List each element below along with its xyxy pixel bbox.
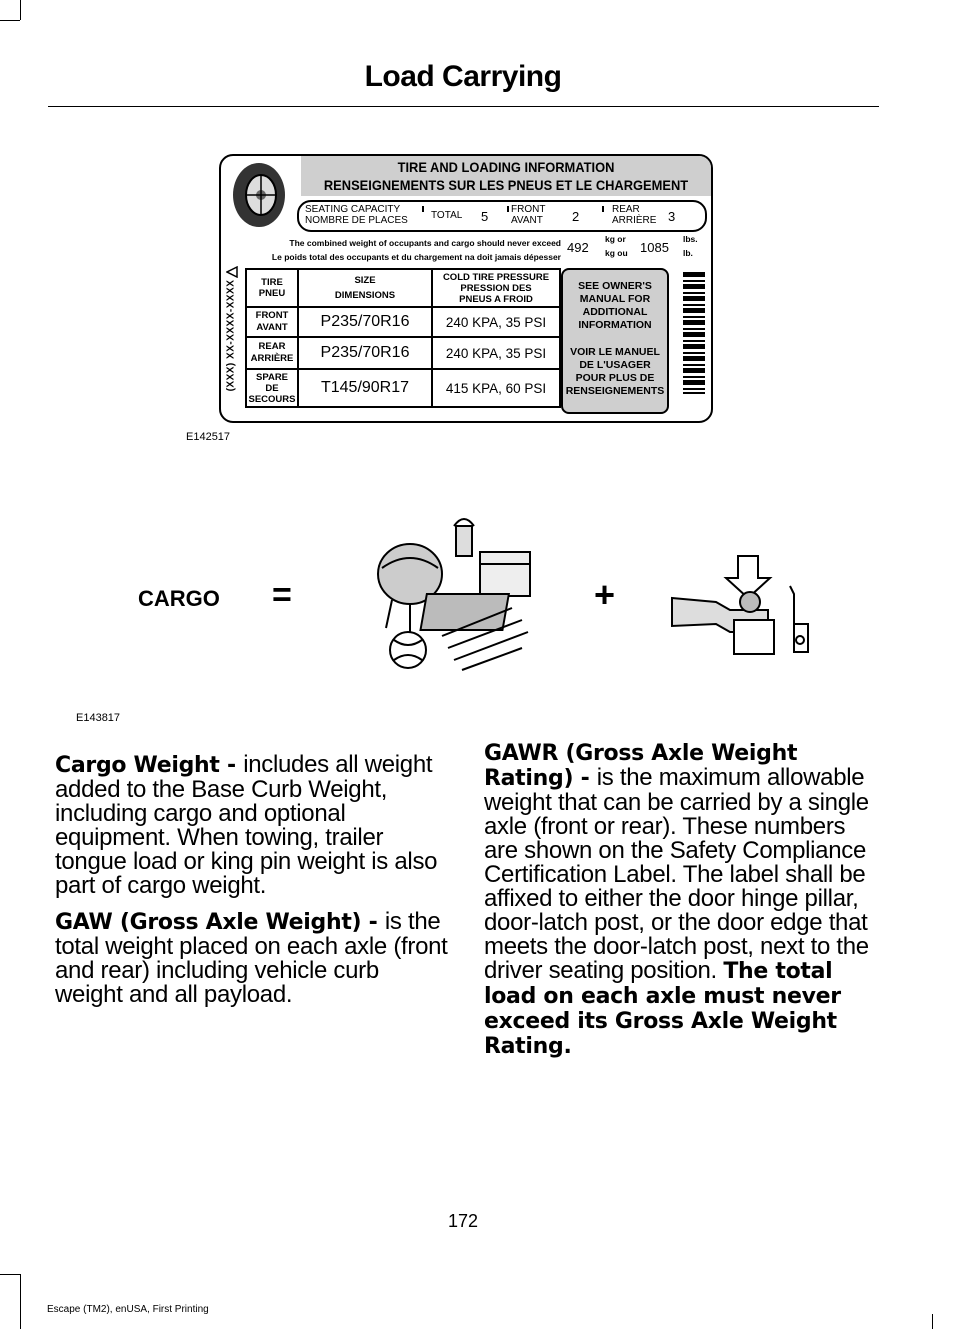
row-label: FRONT AVANT [246, 307, 298, 337]
heading-fr: RENSEIGNEMENTS SUR LES PNEUS ET LE CHARGEMENT [323, 177, 689, 193]
seating-label [305, 204, 408, 226]
kg-ou: kg ou [605, 248, 628, 258]
front-label [511, 204, 545, 226]
plus-sign: + [594, 574, 616, 615]
crop-mark [932, 1314, 933, 1329]
crop-mark [20, 1274, 21, 1329]
gaw-definition: is the total weight placed on each axle (front and rear) including vehicle curb weight and all payload. [55, 908, 448, 1008]
rear-value: 3 [668, 209, 676, 224]
figure-id: E143817 [76, 712, 121, 724]
cargo-items-illustration [372, 508, 534, 676]
front-en: FRONT [511, 204, 546, 215]
seating-en: SEATING CAPACITY [305, 204, 401, 215]
tire-pressure: 240 KPA, 35 PSI [432, 307, 560, 337]
total-value: 5 [481, 209, 489, 224]
label-heading [301, 156, 711, 196]
gawr-warning: The total load on each axle must never exceed its Gross Axle Weight Rating. [484, 959, 841, 1059]
lbs-units [683, 232, 698, 260]
col-pressure: COLD TIRE PRESSURE PRESSION DES PNEUS A FROID [432, 269, 560, 307]
see-fr: VOIR LE MANUEL DE L'USAGER POUR PLUS DE RENSEIGNEMENTS [565, 346, 665, 397]
title-rule [48, 106, 879, 107]
table-row [246, 337, 560, 369]
rear-label [612, 204, 656, 226]
cargo-weight-paragraph [55, 753, 450, 898]
right-column [484, 741, 878, 1059]
tick [507, 206, 509, 212]
table-row [246, 307, 560, 337]
tire-table [245, 268, 561, 408]
tick [422, 206, 424, 212]
page-title: Load Carrying [364, 60, 562, 93]
kg-or: kg or [605, 234, 626, 244]
tire-size: T145/90R17 [298, 369, 432, 407]
kg-units [605, 232, 628, 260]
equals-sign: = [272, 576, 292, 614]
term-cargo-weight: Cargo Weight - [55, 753, 244, 778]
trailer-hitch-illustration [668, 554, 810, 658]
weight-lbs: 1085 [640, 240, 669, 255]
crop-mark [20, 0, 21, 20]
combined-en: The combined weight of occupants and cargo should never exceed [289, 238, 561, 248]
rear-fr: ARRIÈRE [612, 215, 657, 226]
lbs: lbs. [683, 234, 698, 244]
footer-text: Escape (TM2), enUSA, First Printing [47, 1304, 209, 1315]
tire-size: P235/70R16 [298, 307, 432, 337]
barcode [683, 272, 705, 394]
tire-pressure: 240 KPA, 35 PSI [432, 337, 560, 369]
term-gawr: GAWR (Gross Axle Weight Rating) - [484, 741, 798, 791]
page-number: 172 [447, 1211, 479, 1231]
figure-id: E142517 [186, 431, 231, 443]
table-row [246, 369, 560, 407]
left-column [55, 753, 450, 1007]
seating-capacity-bar [297, 200, 707, 232]
rear-en: REAR [612, 204, 640, 215]
gawr-paragraph [484, 741, 878, 1059]
total-label: TOTAL [431, 210, 463, 221]
row-label: REAR ARRIÈRE [246, 337, 298, 369]
col-tire: TIRE PNEU [246, 269, 298, 307]
lb: lb. [683, 248, 693, 258]
col-size: SIZE DIMENSIONS [298, 269, 432, 307]
tick [602, 206, 604, 212]
gaw-paragraph [55, 910, 450, 1007]
see-en: SEE OWNER'S MANUAL FOR ADDITIONAL INFORMATION [578, 280, 652, 331]
tire-loading-label [219, 154, 713, 423]
see-owners-manual-box [561, 268, 669, 414]
cargo-label: CARGO [138, 586, 220, 611]
row-label: SPARE DE SECOURS [246, 369, 298, 407]
weight-kg: 492 [567, 240, 589, 255]
tire-icon [229, 160, 289, 230]
gawr-definition: is the maximum allowable weight that can be carried by a single axle (front or rear). These numbers are shown on the Safety Compliance Certification Label. The label shall be affixed to either the door hinge pillar, door-latch post, or the door edge that meets the door-latch post, next to the driver seating position. [484, 764, 869, 984]
seating-fr: NOMBRE DE PLACES [305, 215, 408, 226]
tire-pressure: 415 KPA, 60 PSI [432, 369, 560, 407]
front-fr: AVANT [511, 215, 543, 226]
tire-size: P235/70R16 [298, 337, 432, 369]
crop-mark [0, 1274, 20, 1275]
combined-weight-text [272, 236, 561, 264]
crop-mark [0, 20, 20, 21]
cargo-weight-definition: includes all weight added to the Base Curb Weight, including cargo and optional equipment. When towing, trailer tongue load or king pin weight is also part of cargo weight. [55, 751, 438, 899]
triangle-marker-icon [226, 266, 238, 278]
left-code: (XXX) XX-XXXX-XXXX [225, 279, 237, 392]
heading-en: TIRE AND LOADING INFORMATION [397, 159, 615, 175]
term-gaw: GAW (Gross Axle Weight) - [55, 910, 385, 935]
front-value: 2 [572, 209, 580, 224]
combined-fr: Le poids total des occupants et du chargement na doit jamais dépesser [271, 252, 561, 262]
